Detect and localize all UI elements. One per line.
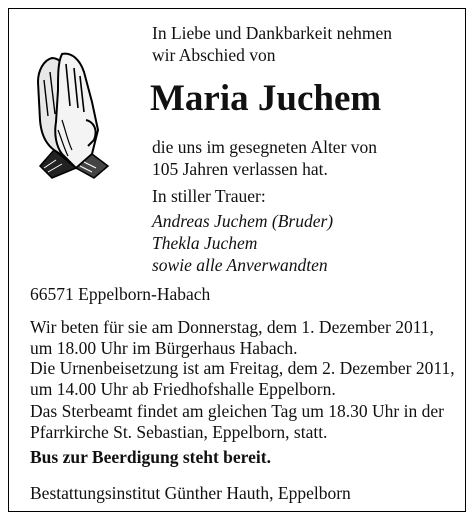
intro-line-2: wir Abschied von <box>152 45 276 65</box>
mourner-item: Thekla Juchem <box>152 233 258 253</box>
mass-paragraph <box>30 401 444 443</box>
paragraph-line: Die Urnenbeisetzung ist am Freitag, dem 2. Dezember 2011, <box>30 358 455 378</box>
age-text <box>152 136 377 180</box>
intro-line-1: In Liebe und Dankbarkeit nehmen <box>152 23 393 43</box>
place-line: 66571 Eppelborn-Habach <box>30 284 211 304</box>
mourners-list <box>152 210 333 276</box>
burial-paragraph <box>30 358 455 400</box>
intro-text <box>152 22 392 66</box>
age-line-2: 105 Jahren verlassen hat. <box>152 159 328 179</box>
prayer-paragraph <box>30 317 434 359</box>
paragraph-line: um 14.00 Uhr ab Friedhofshalle Eppelborn. <box>30 379 336 399</box>
paragraph-line: Pfarrkirche St. Sebastian, Eppelborn, statt. <box>30 422 328 442</box>
mourning-heading: In stiller Trauer: <box>152 186 266 206</box>
deceased-name: Maria Juchem <box>150 78 382 119</box>
paragraph-line: Das Sterbeamt findet am gleichen Tag um 18.30 Uhr in der <box>30 401 444 421</box>
paragraph-line: Wir beten für sie am Donnerstag, dem 1. Dezember 2011, <box>30 317 434 337</box>
mourner-item: Andreas Juchem (Bruder) <box>152 211 334 231</box>
mourner-item: sowie alle Anverwandten <box>152 255 328 275</box>
praying-hands-icon <box>22 50 144 180</box>
paragraph-line: um 18.00 Uhr im Bürgerhaus Habach. <box>30 338 298 358</box>
bus-note: Bus zur Beerdigung steht bereit. <box>30 447 271 467</box>
age-line-1: die uns im gesegneten Alter von <box>152 137 378 157</box>
undertaker-line: Bestattungsinstitut Günther Hauth, Eppelborn <box>30 483 351 503</box>
